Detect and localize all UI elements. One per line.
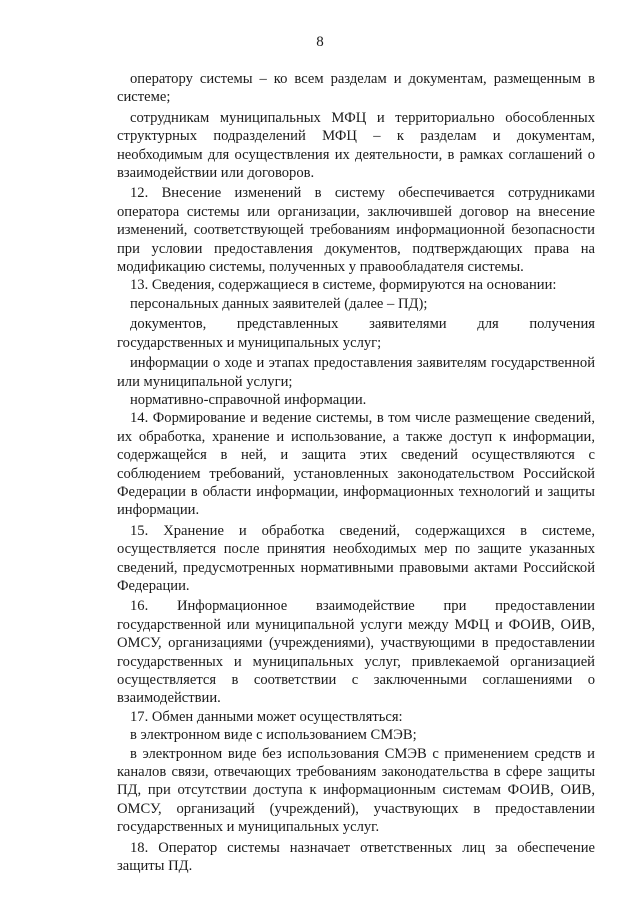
paragraph-13: 13. Сведения, содержащиеся в системе, формируются на основании: <box>130 277 557 294</box>
document-body <box>117 70 595 875</box>
paragraph-mfc-staff-access: сотрудникам муниципальных МФЦ и территориально обособленных структурных подразделений МФЦ – к разделам и документам, необходимым для осуществления их деятельности, в рамках соглашений о взаимодействии или договоров. <box>117 109 595 182</box>
paragraph-17-no-smev: в электронном виде без использования СМЭВ с применением средств и каналов связи, отвечающих требованиям законодательства в сфере защиты ПД, при отсутствии доступа к информационным системам ФОИВ, ОИВ, ОМСУ, организаций (учреждений), участвующих в предоставлении государственных и муниципальных услуг. <box>117 745 595 836</box>
paragraph-17: 17. Обмен данными может осуществляться: <box>130 708 403 725</box>
paragraph-13-reference-info: нормативно-справочной информации. <box>130 391 367 408</box>
paragraph-14: 14. Формирование и ведение системы, в том числе размещение сведений, их обработка, хранение и использование, а также доступ к информации, содержащейся в ней, и защита этих сведений осуществляются с соблюдением требований, установленных законодательством Российской Федерации в области информации, информационных технологий и защиты информации. <box>117 410 595 519</box>
paragraph-12: 12. Внесение изменений в систему обеспечивается сотрудниками оператора системы или организации, заключившей договор на внесение изменений, соответствующей требованиям информационной безопасности при условии предоставления документов, подтверждающих права на модификацию системы, полученных у правообладателя системы. <box>117 185 595 276</box>
paragraph-15: 15. Хранение и обработка сведений, содержащихся в системе, осуществляется после принятия необходимых мер по защите указанных сведений, предусмотренных нормативными правовыми актами Российской Федерации. <box>117 522 595 594</box>
paragraph-13-personal-data: персональных данных заявителей (далее – ПД); <box>130 295 428 312</box>
paragraph-16: 16. Информационное взаимодействие при предоставлении государственной или муниципальной услуги между МФЦ и ФОИВ, ОИВ, ОМСУ, организациями (учреждениями), участвующими в предоставлении государственных и муниципальных услуг, привлекаемой организацией осуществляется в соответствии с заключенными соглашениями о взаимодействии. <box>117 598 595 707</box>
paragraph-13-progress-info: информации о ходе и этапах предоставления заявителям государственной или муниципальной услуги; <box>117 355 595 390</box>
paragraph-13-documents: документов, представленных заявителями для получения государственных и муниципальных услуг; <box>117 316 595 351</box>
page-number: 8 <box>316 34 324 50</box>
paragraph-18: 18. Оператор системы назначает ответственных лиц за обеспечение защиты ПД. <box>117 839 595 875</box>
paragraph-17-smev: в электронном виде с использованием СМЭВ; <box>130 727 417 744</box>
paragraph-operator-access: оператору системы – ко всем разделам и документам, размещенным в системе; <box>117 71 595 106</box>
